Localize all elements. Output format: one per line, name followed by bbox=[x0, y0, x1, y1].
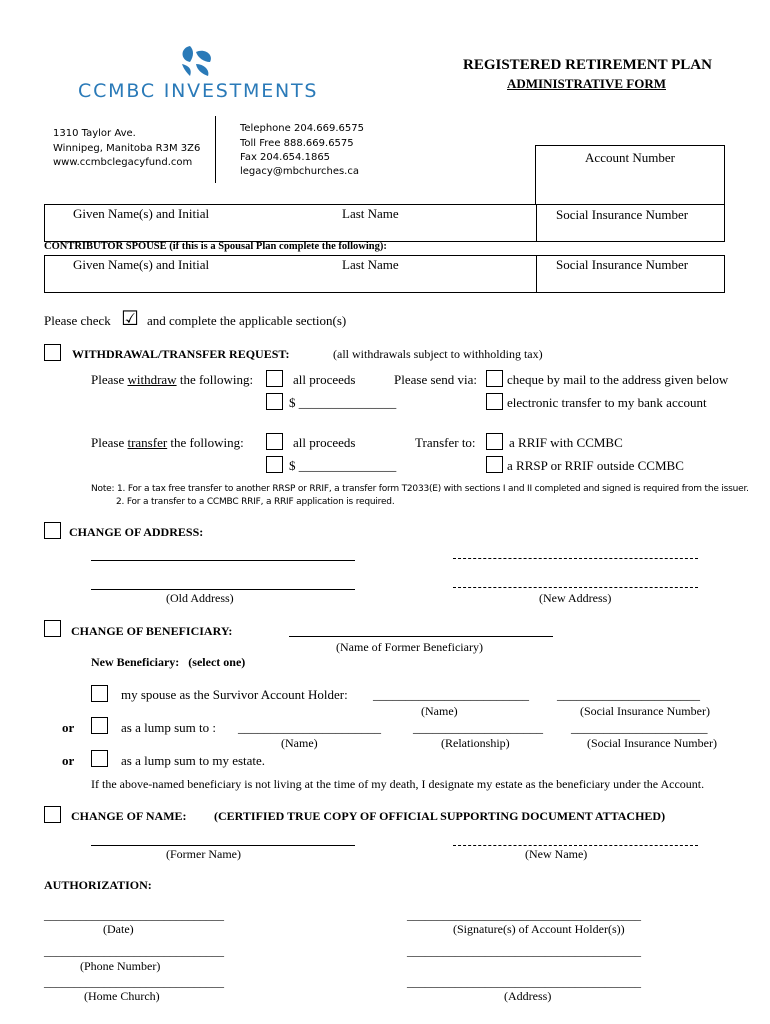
phone-line[interactable]: ______________________________ bbox=[44, 944, 224, 958]
spouse-sin-label: (Social Insurance Number) bbox=[580, 704, 710, 718]
spouse-last-label: Last Name bbox=[342, 257, 399, 272]
lump-sum-sin-label: (Social Insurance Number) bbox=[587, 736, 717, 750]
new-address-label: (New Address) bbox=[539, 591, 612, 605]
spouse-given-field[interactable] bbox=[50, 273, 300, 289]
email-link[interactable]: legacy@mbchurches.ca bbox=[240, 166, 359, 177]
transfer-amount-checkbox[interactable] bbox=[266, 456, 283, 473]
toll-free: Toll Free 888.669.6575 bbox=[240, 138, 354, 149]
new-address-line-1[interactable] bbox=[453, 558, 698, 559]
contributor-last-label: Last Name bbox=[342, 206, 399, 221]
lump-sum-name-label: (Name) bbox=[281, 736, 318, 750]
rrsp-outside-label: a RRSP or RRIF outside CCMBC bbox=[507, 458, 684, 473]
spouse-beneficiary-name-line[interactable]: ________________________ bbox=[373, 687, 529, 702]
send-via-label: Please send via: bbox=[394, 372, 478, 387]
website-link[interactable]: www.ccmbclegacyfund.com bbox=[53, 157, 193, 168]
form-subtitle: ADMINISTRATIVE FORM bbox=[507, 76, 667, 91]
spouse-beneficiary-sin-line[interactable]: ______________________ bbox=[557, 687, 700, 702]
rrsp-outside-checkbox[interactable] bbox=[486, 456, 503, 473]
change-of-name-note: (CERTIFIED TRUE COPY OF OFFICIAL SUPPORTING DOCUMENT ATTACHED) bbox=[214, 809, 666, 823]
withdraw-label: Please withdraw the following: bbox=[91, 372, 254, 387]
checkmark-icon: ☑ bbox=[121, 306, 139, 330]
address-label: (Address) bbox=[504, 989, 552, 1003]
rrif-ccmbc-checkbox[interactable] bbox=[486, 433, 503, 450]
date-line[interactable]: ______________________________ bbox=[44, 908, 224, 922]
home-church-label: (Home Church) bbox=[84, 989, 160, 1003]
spouse-given-label: Given Name(s) and Initial bbox=[73, 257, 210, 272]
or-label-2: or bbox=[62, 753, 75, 768]
fax: Fax 204.654.1865 bbox=[240, 152, 331, 163]
withdraw-amount-line[interactable]: $ _______________ bbox=[289, 395, 397, 410]
former-name-line[interactable] bbox=[91, 845, 355, 846]
phone-label: (Phone Number) bbox=[80, 959, 161, 973]
account-number-label: Account Number bbox=[585, 150, 675, 165]
new-name-line[interactable] bbox=[453, 845, 698, 846]
former-beneficiary-label: (Name of Former Beneficiary) bbox=[336, 640, 483, 654]
please-check-text: Please check bbox=[44, 313, 111, 328]
old-address-label: (Old Address) bbox=[166, 591, 234, 605]
withholding-note: (all withdrawals subject to withholding tax) bbox=[333, 347, 543, 361]
telephone: Telephone 204.669.6575 bbox=[240, 123, 364, 134]
signature-label: (Signature(s) of Account Holder(s)) bbox=[453, 922, 625, 936]
withdraw-all-proceeds-label: all proceeds bbox=[293, 372, 356, 387]
transfer-all-proceeds-checkbox[interactable] bbox=[266, 433, 283, 450]
or-label-1: or bbox=[62, 720, 75, 735]
change-of-beneficiary-checkbox[interactable] bbox=[44, 620, 61, 637]
old-address-line-2[interactable] bbox=[91, 589, 355, 590]
change-of-name-checkbox[interactable] bbox=[44, 806, 61, 823]
address-line-1: 1310 Taylor Ave. bbox=[53, 128, 136, 139]
spouse-divider bbox=[536, 256, 537, 292]
change-of-name-heading: CHANGE OF NAME: bbox=[71, 809, 187, 823]
change-of-address-heading: CHANGE OF ADDRESS: bbox=[69, 525, 204, 539]
contributor-sin-field[interactable] bbox=[540, 222, 720, 238]
transfer-label: Please transfer the following: bbox=[91, 435, 244, 450]
contributor-given-field[interactable] bbox=[50, 222, 300, 238]
lump-sum-sin-line[interactable]: _____________________ bbox=[571, 720, 708, 735]
spouse-sin-label: Social Insurance Number bbox=[556, 257, 689, 272]
date-label: (Date) bbox=[103, 922, 134, 936]
change-of-beneficiary-heading: CHANGE OF BENEFICIARY: bbox=[71, 624, 233, 638]
withdrawal-transfer-checkbox[interactable] bbox=[44, 344, 61, 361]
change-of-address-checkbox[interactable] bbox=[44, 522, 61, 539]
spouse-last-field[interactable] bbox=[310, 273, 530, 289]
home-church-line[interactable]: ______________________________ bbox=[44, 975, 224, 989]
spouse-beneficiary-checkbox[interactable] bbox=[91, 685, 108, 702]
lump-sum-name-line[interactable]: ______________________ bbox=[238, 720, 381, 735]
lump-sum-relationship-line[interactable]: ____________________ bbox=[413, 720, 543, 735]
contributor-given-label: Given Name(s) and Initial bbox=[73, 206, 210, 221]
transfer-note-1: Note: 1. For a tax free transfer to another RRSP or RRIF, a transfer form T2033(E) with sections I and II completed and signed is required from the issuer. bbox=[91, 484, 749, 494]
transfer-all-proceeds-label: all proceeds bbox=[293, 435, 356, 450]
cheque-label: cheque by mail to the address given below bbox=[507, 372, 729, 387]
address-line-2: Winnipeg, Manitoba R3M 3Z6 bbox=[53, 143, 201, 154]
authorization-heading: AUTHORIZATION: bbox=[44, 878, 152, 892]
spouse-name-label: (Name) bbox=[421, 704, 458, 718]
new-name-label: (New Name) bbox=[525, 847, 588, 861]
ccmbc-logo-icon bbox=[170, 44, 218, 78]
contributor-sin-label: Social Insurance Number bbox=[556, 207, 689, 222]
old-address-line-1[interactable] bbox=[91, 560, 355, 561]
estate-note: If the above-named beneficiary is not living at the time of my death, I designate my estate as the beneficiary under the Account. bbox=[91, 777, 705, 791]
lump-sum-relationship-label: (Relationship) bbox=[441, 736, 510, 750]
spouse-sin-field[interactable] bbox=[540, 273, 720, 289]
spouse-beneficiary-label: my spouse as the Survivor Account Holder: bbox=[121, 687, 348, 702]
new-address-line-2[interactable] bbox=[453, 587, 698, 588]
withdraw-all-proceeds-checkbox[interactable] bbox=[266, 370, 283, 387]
electronic-transfer-label: electronic transfer to my bank account bbox=[507, 395, 707, 410]
second-signature-line[interactable]: _______________________________________ bbox=[407, 944, 641, 958]
cheque-checkbox[interactable] bbox=[486, 370, 503, 387]
withdrawal-heading: WITHDRAWAL/TRANSFER REQUEST: bbox=[72, 347, 290, 361]
transfer-to-label: Transfer to: bbox=[415, 435, 476, 450]
form-title: REGISTERED RETIREMENT PLAN bbox=[463, 57, 712, 73]
estate-label: as a lump sum to my estate. bbox=[121, 753, 266, 768]
lump-sum-checkbox[interactable] bbox=[91, 717, 108, 734]
lump-sum-label: as a lump sum to : bbox=[121, 720, 216, 735]
estate-checkbox[interactable] bbox=[91, 750, 108, 767]
withdraw-amount-checkbox[interactable] bbox=[266, 393, 283, 410]
spouse-heading: CONTRIBUTOR SPOUSE (if this is a Spousal Plan complete the following): bbox=[44, 241, 387, 252]
complete-sections-text: and complete the applicable section(s) bbox=[147, 313, 347, 328]
contributor-last-field[interactable] bbox=[310, 222, 530, 238]
header-divider bbox=[215, 116, 216, 183]
logo-text: CCMBC INVESTMENTS bbox=[78, 80, 319, 102]
new-beneficiary-heading: New Beneficiary: (select one) bbox=[91, 655, 246, 669]
rrif-ccmbc-label: a RRIF with CCMBC bbox=[509, 435, 623, 450]
transfer-note-2: 2. For a transfer to a CCMBC RRIF, a RRIF application is required. bbox=[116, 497, 395, 507]
electronic-transfer-checkbox[interactable] bbox=[486, 393, 503, 410]
address-signature-line[interactable]: _______________________________________ bbox=[407, 975, 641, 989]
former-name-label: (Former Name) bbox=[166, 847, 241, 861]
contributor-divider bbox=[536, 205, 537, 241]
signature-line[interactable]: _______________________________________ bbox=[407, 908, 641, 922]
transfer-amount-line[interactable]: $ _______________ bbox=[289, 458, 397, 473]
former-beneficiary-line[interactable] bbox=[289, 636, 553, 637]
